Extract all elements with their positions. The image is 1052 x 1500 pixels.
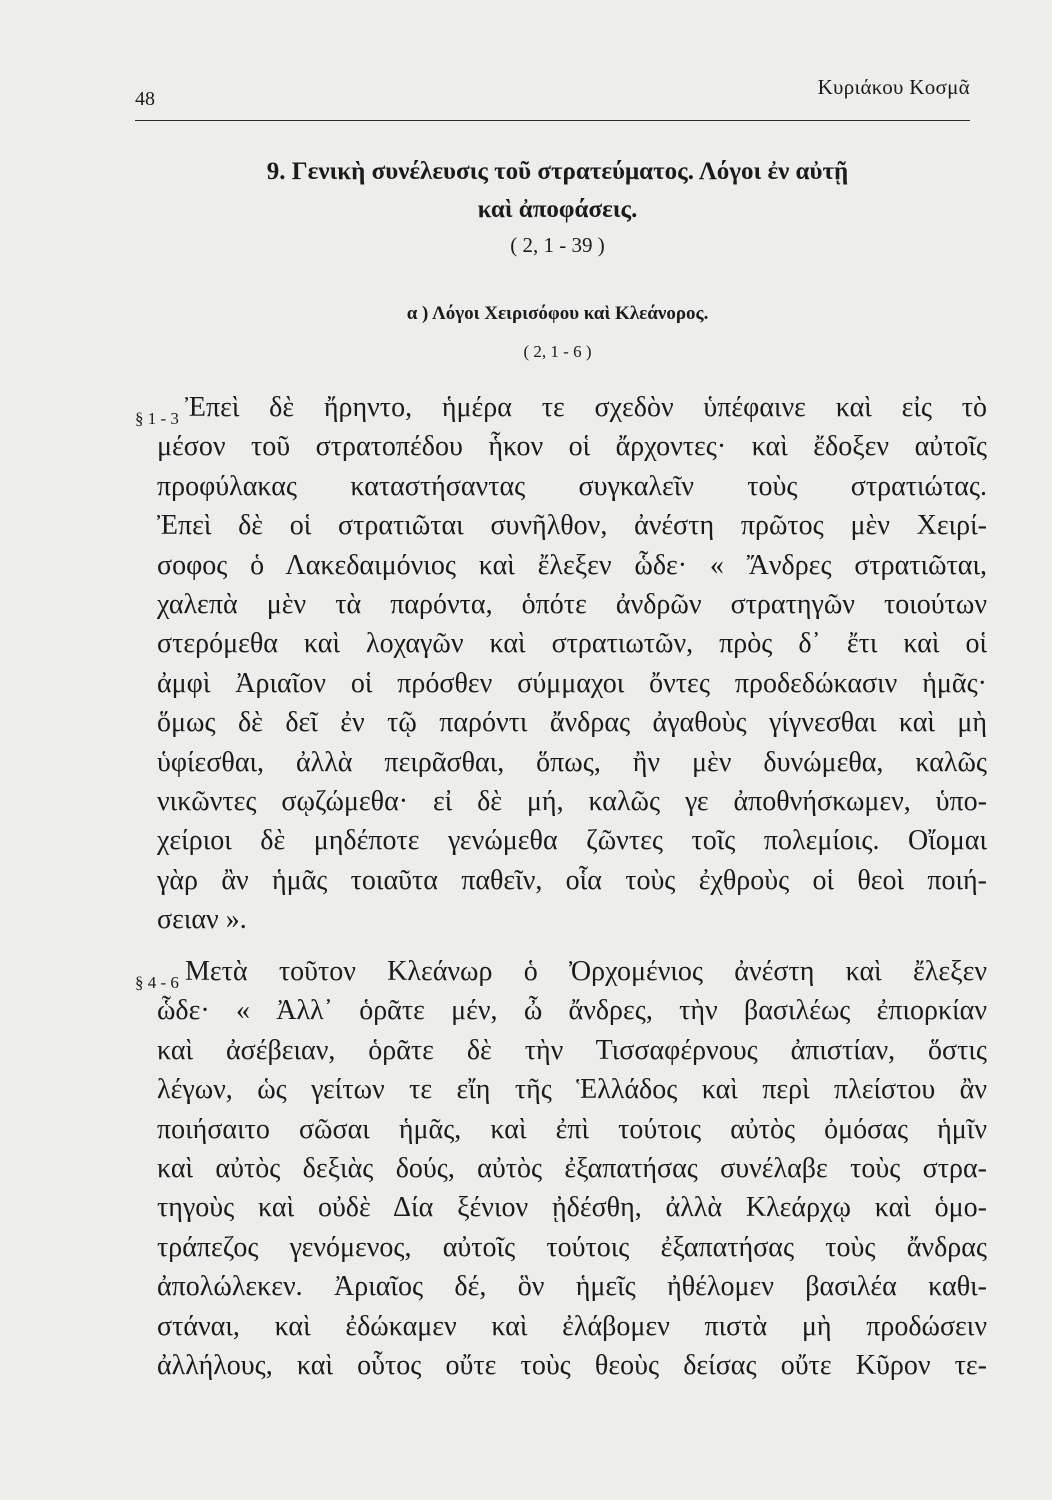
text-line: ποιήσαιτο σῶσαι ἡμᾶς, καὶ ἐπὶ τούτοις αὐτὸς ὀμόσας ἡμῖν — [157, 1113, 987, 1145]
text-line: καὶ αὐτὸς δεξιὰς δούς, αὐτὸς ἐξαπατήσας συνέλαβε τοὺς στρα- — [157, 1153, 987, 1185]
chapter-reference: ( 2, 1 - 39 ) — [510, 233, 605, 257]
text-line: ἀλλήλους, καὶ οὗτος οὔτε τοὺς θεοὺς δείσας οὔτε Κῦρον τε- — [157, 1350, 987, 1382]
text-line: Ἐπεὶ δὲ οἱ στρατιῶται συνῆλθον, ἀνέστη πρῶτος μὲν Χειρί- — [157, 510, 987, 542]
text-line: ὧδε· « Ἀλλ᾿ ὁρᾶτε μέν, ὦ ἄνδρες, τὴν βασιλέως ἐπιορκίαν — [157, 995, 987, 1027]
header-rule — [135, 120, 970, 121]
chapter-title — [160, 153, 955, 229]
text-line: ὑφίεσθαι, ἀλλὰ πειρᾶσθαι, ὅπως, ἢν μὲν δυνώμεθα, καλῶς — [157, 746, 987, 778]
text-line: Μετὰ τοῦτον Κλεάνωρ ὁ Ὀρχομένιος ἀνέστη καὶ ἔλεξεν — [185, 956, 987, 987]
text-line: σειαν ». — [157, 904, 247, 936]
margin-reference: § 1 - 3 — [135, 409, 179, 428]
text-line: λέγων, ὡς γείτων τε εἴη τῆς Ἑλλάδος καὶ περὶ πλείστου ἂν — [157, 1074, 987, 1106]
text-line: ἀμφὶ Ἀριαῖον οἱ πρόσθεν σύμμαχοι ὄντες προδεδώκασιν ἡμᾶς· — [157, 667, 987, 699]
text-line: στερόμεθα καὶ λοχαγῶν καὶ στρατιωτῶν, πρὸς δ᾿ ἔτι καὶ οἱ — [157, 628, 987, 660]
section-reference: ( 2, 1 - 6 ) — [523, 342, 592, 361]
text-line: ἀπολώλεκεν. Ἀριαῖος δέ, ὃν ἡμεῖς ἠθέλομεν βασιλέα καθι- — [157, 1271, 987, 1303]
text-line: καὶ ἀσέβειαν, ὁρᾶτε δὲ τὴν Τισσαφέρνους ἀπιστίαν, ὅστις — [157, 1034, 987, 1066]
margin-reference: § 4 - 6 — [135, 973, 179, 992]
page-number: 48 — [135, 88, 155, 110]
text-line: νικῶντες σῳζώμεθα· εἰ δὲ μή, καλῶς γε ἀποθνήσκωμεν, ὑπο- — [157, 786, 987, 818]
text-line: χείριοι δὲ μηδέποτε γενώμεθα ζῶντες τοῖς πολεμίοις. Οἴομαι — [157, 825, 987, 857]
text-line: Ἐπεὶ δὲ ἤρηντο, ἡμέρα τε σχεδὸν ὑπέφαινε καὶ εἰς τὸ — [185, 392, 987, 423]
chapter-title-line-2: καὶ ἀποφάσεις. — [477, 196, 638, 223]
text-line: μέσον τοῦ στρατοπέδου ἧκον οἱ ἄρχοντες· καὶ ἔδοξεν αὐτοῖς — [157, 431, 987, 463]
chapter-title-line-1: 9. Γενικὴ συνέλευσις τοῦ στρατεύματος. Λόγοι ἐν αὐτῇ — [266, 158, 849, 185]
text-line: χαλεπὰ μὲν τὰ παρόντα, ὁπότε ἀνδρῶν στρατηγῶν τοιούτων — [157, 589, 987, 621]
passage-text — [157, 388, 987, 940]
running-head: Κυριάκου Κοσμᾶ — [817, 75, 970, 99]
text-line: σοφος ὁ Λακεδαιμόνιος καὶ ἔλεξεν ὧδε· « Ἄνδρες στρατιῶται, — [157, 549, 987, 581]
text-line: προφύλακας καταστήσαντας συγκαλεῖν τοὺς στρατιώτας. — [157, 470, 987, 502]
text-line: στάναι, καὶ ἐδώκαμεν καὶ ἐλάβομεν πιστὰ μὴ προδώσειν — [157, 1310, 987, 1342]
text-line: ὅμως δὲ δεῖ ἐν τῷ παρόντι ἄνδρας ἀγαθοὺς γίγνεσθαι καὶ μὴ — [157, 707, 987, 739]
text-line: τράπεζος γενόμενος, αὐτοῖς τούτοις ἐξαπατήσας τοὺς ἄνδρας — [157, 1231, 987, 1263]
passage-text — [157, 952, 987, 1385]
text-line: γὰρ ἂν ἡμᾶς τοιαῦτα παθεῖν, οἷα τοὺς ἐχθροὺς οἱ θεοὶ ποιή- — [157, 864, 987, 896]
text-line: τηγοὺς καὶ οὐδὲ Δία ξένιον ᾐδέσθη, ἀλλὰ Κλεάρχῳ καὶ ὁμο- — [157, 1192, 987, 1224]
section-title: α ) Λόγοι Χειρισόφου καὶ Κλεάνορος. — [406, 303, 709, 324]
